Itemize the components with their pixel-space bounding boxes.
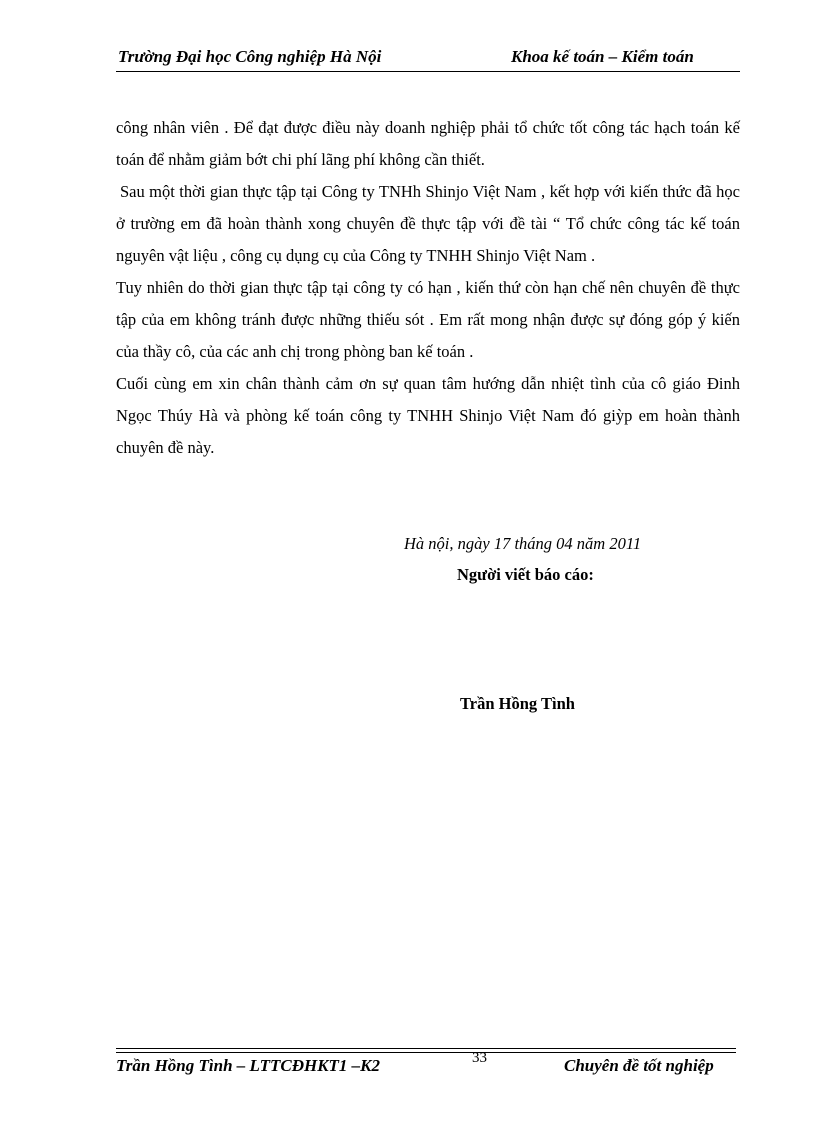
paragraph: Cuối cùng em xin chân thành cảm ơn sự quan tâm hướng dẫn nhiệt tình của cô giáo Đinh Ngọc Thúy Hà và phòng kế toán công ty TNHH Shinjo Việt Nam đó giỳp em hoàn thành chuyên đề này. <box>116 374 740 457</box>
signature-role: Người viết báo cáo: <box>457 565 594 584</box>
page-number: 33 <box>472 1050 487 1066</box>
body-text <box>116 112 740 464</box>
footer-divider <box>116 1048 736 1049</box>
paragraph: công nhân viên . Để đạt được điều này doanh nghiệp phải tổ chức tốt công tác hạch toán kế toán để nhằm giảm bớt chi phí lãng phí không cần thiết. <box>116 118 740 169</box>
signature-name: Trần Hồng Tình <box>460 694 575 713</box>
header-divider <box>116 71 740 72</box>
footer-document-type: Chuyên đề tốt nghiệp <box>564 1056 714 1075</box>
footer-divider <box>116 1052 736 1053</box>
header-faculty-name: Khoa kế toán – Kiểm toán <box>511 47 694 66</box>
paragraph: Tuy nhiên do thời gian thực tập tại công ty có hạn , kiến thứ còn hạn chế nên chuyên đề thực tập của em không tránh được những thiếu sót . Em rất mong nhận được sự đóng góp ý kiến của thầy cô, của các anh chị trong phòng ban kế toán . <box>116 278 740 361</box>
signature-date: Hà nội, ngày 17 tháng 04 năm 2011 <box>404 534 642 553</box>
footer-author: Trần Hồng Tình – LTTCĐHKT1 –K2 <box>116 1056 381 1075</box>
header-school-name: Trường Đại học Công nghiệp Hà Nội <box>118 47 382 66</box>
paragraph: Sau một thời gian thực tập tại Công ty TNHh Shinjo Việt Nam , kết hợp với kiến thức đã học ở trường em đã hoàn thành xong chuyên đề thực tập với đề tài “ Tổ chức công tác kế toán nguyên vật liệu , công cụ dụng cụ của Công ty TNHH Shinjo Việt Nam . <box>116 182 740 265</box>
